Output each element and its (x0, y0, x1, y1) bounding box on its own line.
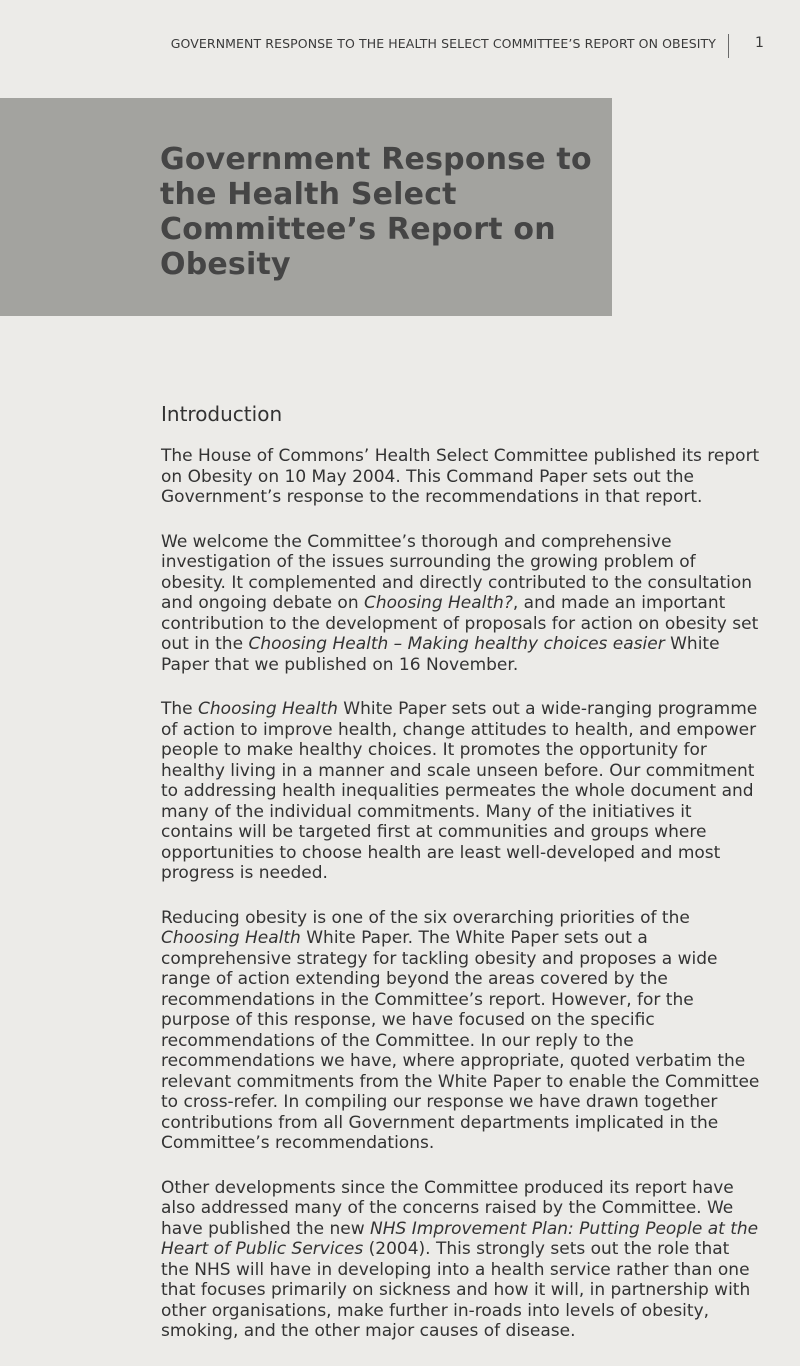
paragraph-3-title-choosing-health: Choosing Health (198, 699, 338, 719)
paragraph-4-text-a: Reducing obesity is one of the six overarching priorities of the (161, 907, 690, 928)
paragraph-3-text-a: The (161, 699, 199, 719)
paragraph-2 (161, 532, 761, 676)
paragraph-2-text-e: White Paper that we published on 16 November. (161, 634, 720, 675)
paragraph-4-text-c: White Paper. The White Paper sets out a comprehensive strategy for tackling obesity and proposes a wide range of action extending beyond the areas covered by the recommendations in the Committee’s report. However, for the purpose of this response, we have focused on the specific recommendations of the Committee. In our reply to the recommendations we have, where appropriate, quoted verbatim the relevant commitments from the White Paper to enable the Committee to cross-refer. In compiling our response we have drawn together contributions from all Government departments implicated in the Committee’s recommendations. (161, 928, 760, 1153)
section-heading: Introduction (161, 402, 283, 426)
page-number: 1 (755, 35, 764, 51)
paragraph-2-text-a: We welcome the Committee’s thorough and comprehensive investigation of the issues surrounding the growing problem of obesity. It complemented and directly contributed to the consultation and ongoing debate on (161, 531, 753, 613)
paragraph-2-text-c: , and made an important contribution to the development of proposals for action on obesity set out in the (161, 593, 759, 654)
paragraph-5-text-a: Other developments since the Committee produced its report have also addressed many of the concerns raised by the Committee. We have published the new (161, 1177, 734, 1239)
paragraph-5 (161, 1178, 761, 1342)
running-title: GOVERNMENT RESPONSE TO THE HEALTH SELECT COMMITTEE’S REPORT ON OBESITY (170, 36, 716, 51)
paragraph-5-title-nhs-plan: NHS Improvement Plan: Putting People at the Heart of Public Services (161, 1218, 759, 1259)
paragraph-4 (161, 908, 761, 1154)
title-band (0, 98, 612, 316)
header-divider (728, 34, 729, 58)
paragraph-4-title-choosing-health: Choosing Health (161, 928, 301, 948)
paragraph-3 (161, 699, 761, 884)
paragraph-1: The House of Commons’ Health Select Committee published its report on Obesity on 10 May 2004. This Command Paper sets out the Government’s response to the recommendations in that report. (161, 446, 760, 507)
paragraph-5-text-c: (2004). This strongly sets out the role that the NHS will have in developing into a health service rather than one that focuses primarily on sickness and how it will, in partnership with other organisations, make further in-roads into levels of obesity, smoking, and the other major causes of disease. (161, 1239, 751, 1341)
main-content (161, 402, 761, 1366)
paragraph-3-text-c: White Paper sets out a wide-ranging programme of action to improve health, change attitudes to health, and empower people to make healthy choices. It promotes the opportunity for healthy living in a manner and scale unseen before. Our commitment to addressing health inequalities permeates the whole document and many of the individual commitments. Many of the initiatives it contains will be targeted first at communities and groups where opportunities to choose health are least well-developed and most progress is needed. (161, 699, 758, 883)
paragraph-2-title-white-paper: Choosing Health – Making healthy choices easier (248, 634, 665, 654)
paragraph-2-title-choosing-health-question: Choosing Health? (364, 593, 513, 613)
running-header (0, 34, 800, 58)
document-title: Government Response to the Health Select Committee’s Report on Obesity (160, 142, 592, 282)
